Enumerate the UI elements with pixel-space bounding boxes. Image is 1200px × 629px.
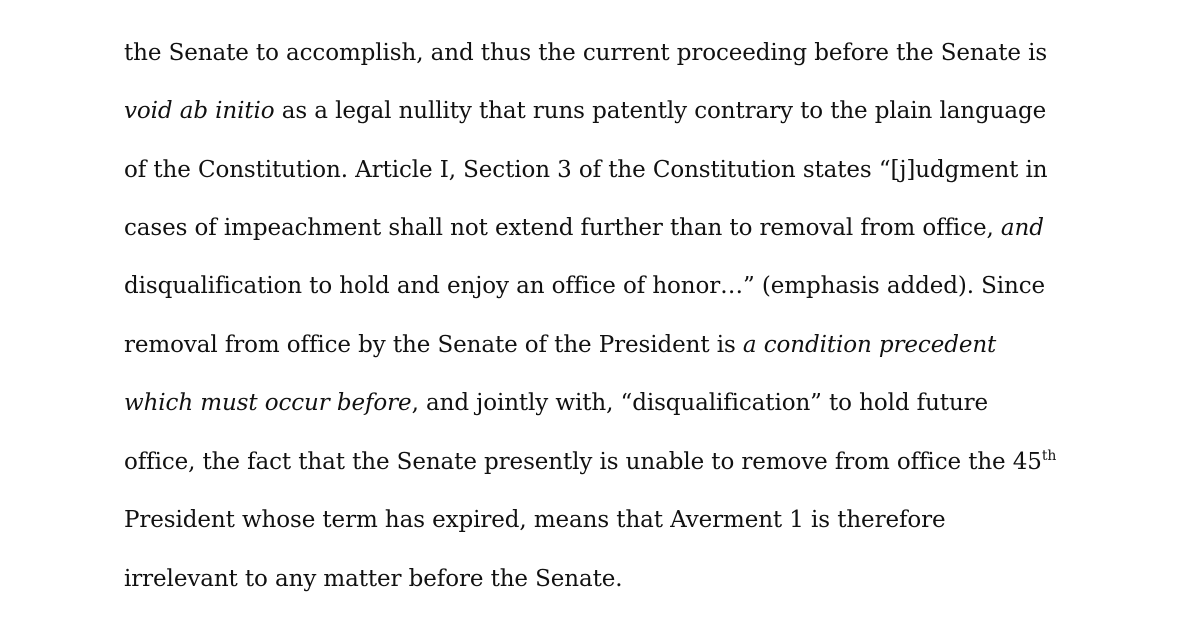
text-line	[124, 155, 1048, 185]
text-line	[124, 505, 946, 535]
text-line	[124, 38, 1047, 68]
superscript-text: th	[1041, 448, 1057, 464]
text-run: as a legal nullity that runs patently contrary to the plain language	[274, 98, 1047, 124]
text-line	[124, 564, 623, 594]
text-run: cases of impeachment shall not extend further than to removal from office,	[124, 215, 1001, 241]
text-run: , and jointly with, “disqualification” to hold future	[411, 390, 989, 416]
text-run: disqualification to hold and enjoy an office of honor…” (emphasis added). Since	[124, 273, 1046, 299]
italic-text-run: void ab initio	[124, 98, 275, 124]
text-line	[124, 96, 1046, 126]
text-run: irrelevant to any matter before the Senate.	[124, 566, 623, 592]
text-run: of the Constitution. Article I, Section 3 of the Constitution states “[j]udgment in	[124, 157, 1048, 183]
italic-text-run: and	[1000, 215, 1044, 241]
text-line	[124, 330, 996, 360]
text-line	[124, 213, 1044, 243]
italic-text-run: which must occur before	[124, 390, 412, 416]
text-line	[124, 271, 1045, 301]
italic-text-run: a condition precedent	[742, 332, 997, 358]
text-run: removal from office by the Senate of the President is	[124, 332, 743, 358]
text-line	[124, 388, 988, 418]
text-run: President whose term has expired, means that Averment 1 is therefore	[124, 507, 946, 533]
text-run: the Senate to accomplish, and thus the current proceeding before the Senate is	[124, 40, 1048, 66]
text-run: office, the fact that the Senate presently is unable to remove from office the 45	[124, 449, 1042, 475]
text-line	[124, 447, 1056, 477]
